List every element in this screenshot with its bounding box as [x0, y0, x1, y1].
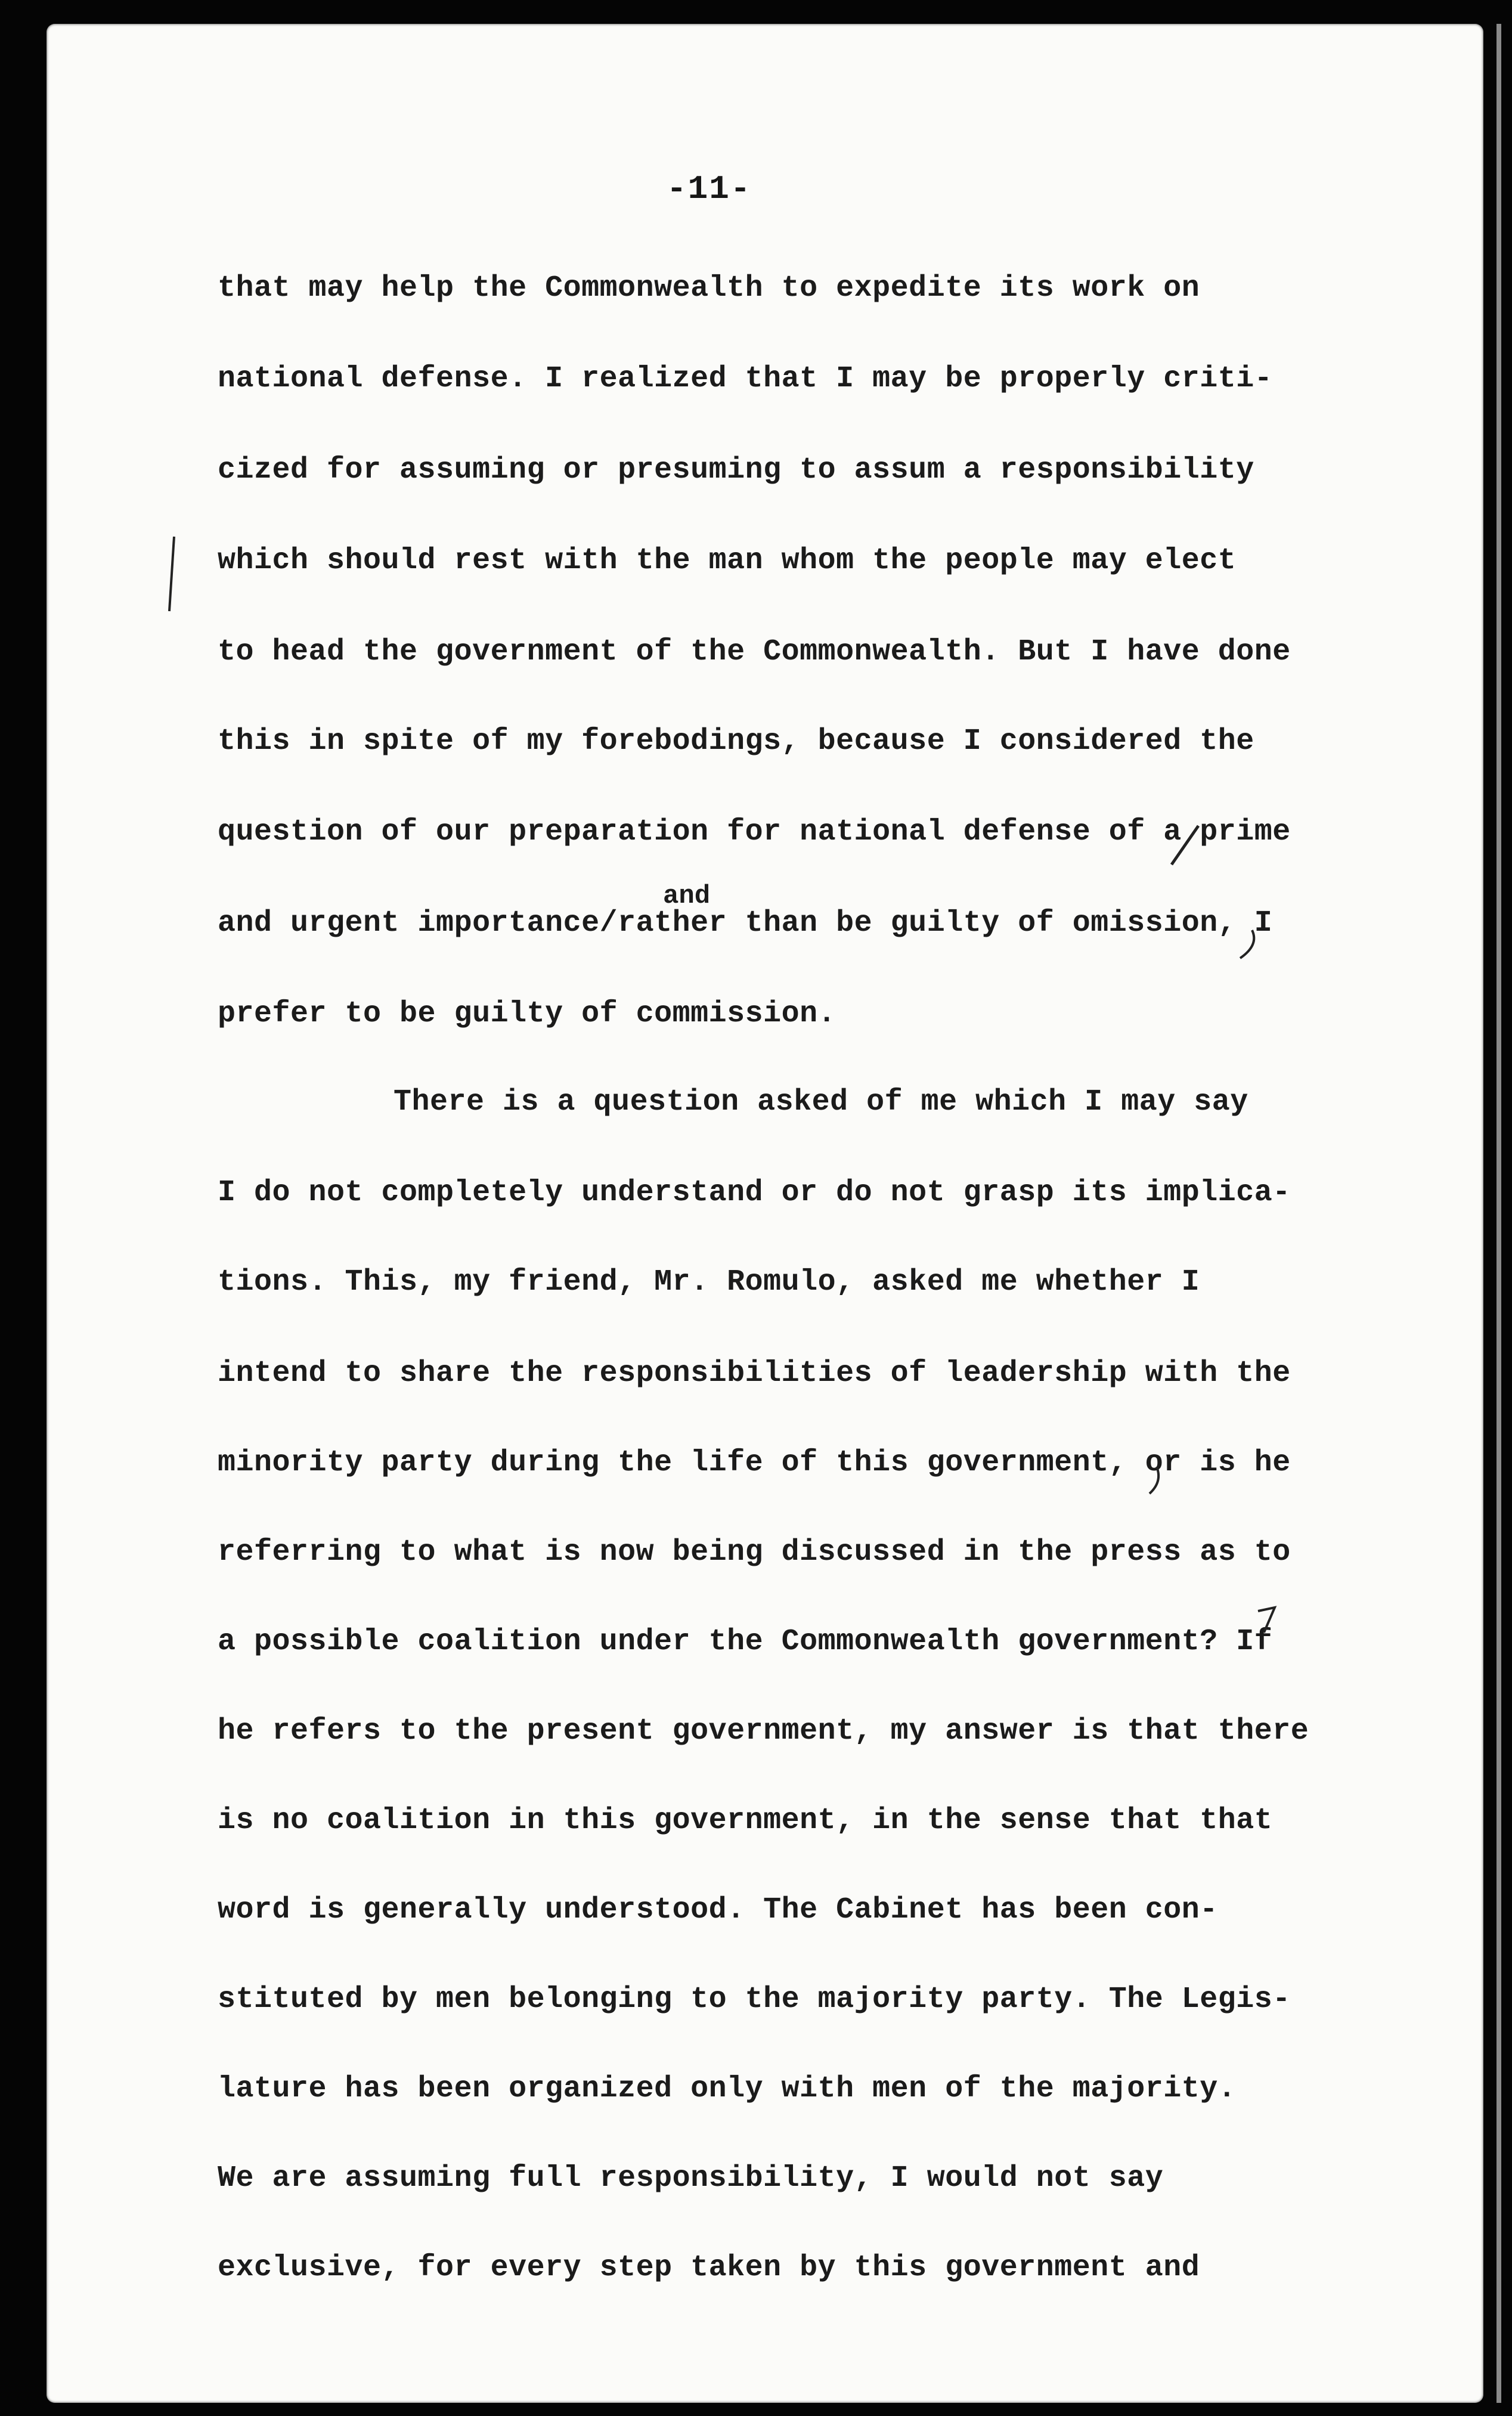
text-line: and urgent importance/rather than be guilty of omission, I [218, 906, 1273, 940]
text-line: stituted by men belonging to the majority party. The Legis- [218, 1983, 1291, 2017]
text-line: We are assuming full responsibility, I would not say [218, 2161, 1164, 2195]
text-line: intend to share the responsibilities of leadership with the [218, 1356, 1291, 1390]
text-line: I do not completely understand or do not grasp its implica- [218, 1176, 1291, 1210]
comma-mark [1145, 1464, 1169, 1500]
text-line: a possible coalition under the Commonwealth government? If [218, 1625, 1273, 1659]
text-line: is no coalition in this government, in the sense that that [218, 1804, 1273, 1838]
paragraph-first-line: There is a question asked of me which I may say [394, 1085, 1248, 1119]
margin-line-mark [161, 534, 185, 617]
text-line: lature has been organized only with men of the majority. [218, 2072, 1237, 2106]
question-mark-correction [1253, 1604, 1283, 1640]
text-line: minority party during the life of this government, or is he [218, 1446, 1291, 1480]
comma-mark [1234, 927, 1264, 963]
text-line: question of our preparation for national defense of a prime [218, 815, 1291, 849]
text-line: to head the government of the Commonwealth. But I have done [218, 635, 1291, 669]
handwritten-insert: and [663, 881, 711, 911]
text-line: prefer to be guilty of commission. [218, 997, 836, 1031]
text-line: which should rest with the man whom the people may elect [218, 544, 1237, 578]
text-line: word is generally understood. The Cabinet has been con- [218, 1893, 1218, 1927]
text-line: tions. This, my friend, Mr. Romulo, asked me whether I [218, 1265, 1200, 1299]
text-line: exclusive, for every step taken by this government and [218, 2251, 1200, 2285]
page-number: -11- [667, 170, 752, 208]
strike-mark [1163, 823, 1210, 871]
text-line: national defense. I realized that I may be properly criti- [218, 362, 1273, 396]
text-line: referring to what is now being discussed in the press as to [218, 1535, 1291, 1569]
text-line: this in spite of my forebodings, because I considered the [218, 724, 1254, 758]
page-edge [1496, 24, 1501, 2403]
text-line: he refers to the present government, my answer is that there [218, 1714, 1309, 1748]
text-line: cized for assuming or presuming to assum a responsibility [218, 453, 1254, 487]
text-line: that may help the Commonwealth to expedite its work on [218, 271, 1200, 305]
